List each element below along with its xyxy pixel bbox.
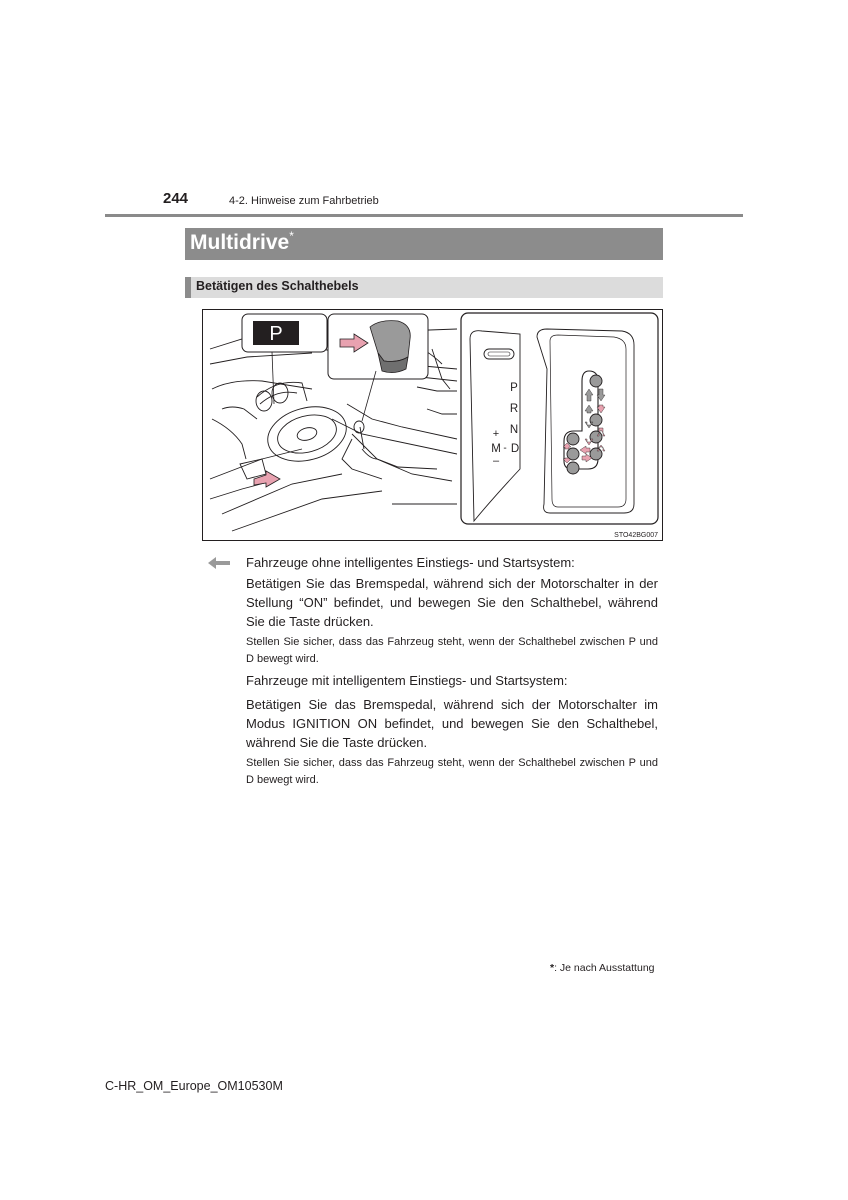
- section-subtitle: Betätigen des Schalthebels: [185, 277, 663, 298]
- footnote-text: : Je nach Ausstattung: [554, 962, 655, 974]
- shift-lever-illustration: [202, 309, 663, 541]
- page-title: [185, 228, 663, 260]
- gate-label-p: P: [510, 382, 518, 394]
- paragraph-instruction-2: Betätigen Sie das Bremspedal, während sich der Motorschalter im Modus IGNITION ON befindet, und bewegen Sie den Schalthebel, während Sie die Taste drücken.: [246, 697, 658, 750]
- footnote-marker: *: [550, 962, 555, 974]
- title-marker: *: [289, 229, 294, 243]
- gate-label-dash: -: [503, 443, 507, 454]
- gate-position-minus: [567, 462, 579, 474]
- paragraph-without-smart-key: Fahrzeuge ohne intelligentes Einstiegs- und Startsystem:: [246, 555, 575, 570]
- gate-panel-frame: [461, 313, 658, 524]
- document-code: C-HR_OM_Europe_OM10530M: [105, 1079, 283, 1093]
- left-arrow-icon: [207, 556, 231, 570]
- gate-position-r: [590, 414, 602, 426]
- paragraph-note-1: Stellen Sie sicher, dass das Fahrzeug steht, wenn der Schalthebel zwischen P und D bewegt wird.: [246, 636, 658, 665]
- figure-code: STO42BG007: [614, 532, 658, 539]
- gate-label-m: M: [491, 443, 501, 455]
- p-callout-letter: P: [269, 323, 283, 345]
- paragraph-with-smart-key: Fahrzeuge mit intelligentem Einstiegs- und Startsystem:: [246, 673, 568, 688]
- gate-position-p: [590, 375, 602, 387]
- gate-label-minus: –: [492, 455, 500, 467]
- paragraph-note-2: Stellen Sie sicher, dass das Fahrzeug steht, wenn der Schalthebel zwischen P und D bewegt wird.: [246, 757, 658, 786]
- section-reference: 4-2. Hinweise zum Fahrbetrieb: [229, 195, 379, 207]
- gate-label-r: R: [509, 403, 519, 415]
- gate-label-plus: +: [492, 428, 500, 440]
- paragraph-instruction-1: Betätigen Sie das Bremspedal, während sich der Motorschalter in der Stellung “ON” befindet, und bewegen Sie den Schalthebel, während Sie die Taste drücken.: [246, 576, 658, 629]
- gate-position-n: [590, 431, 602, 443]
- header-rule: [105, 214, 743, 217]
- gate-label-n: N: [509, 424, 519, 436]
- gate-position-plus: [567, 433, 579, 445]
- page-number: 244: [163, 190, 189, 207]
- gate-label-d: D: [510, 443, 520, 455]
- footnote: [550, 962, 655, 974]
- page-title-text: Multidrive: [190, 231, 290, 254]
